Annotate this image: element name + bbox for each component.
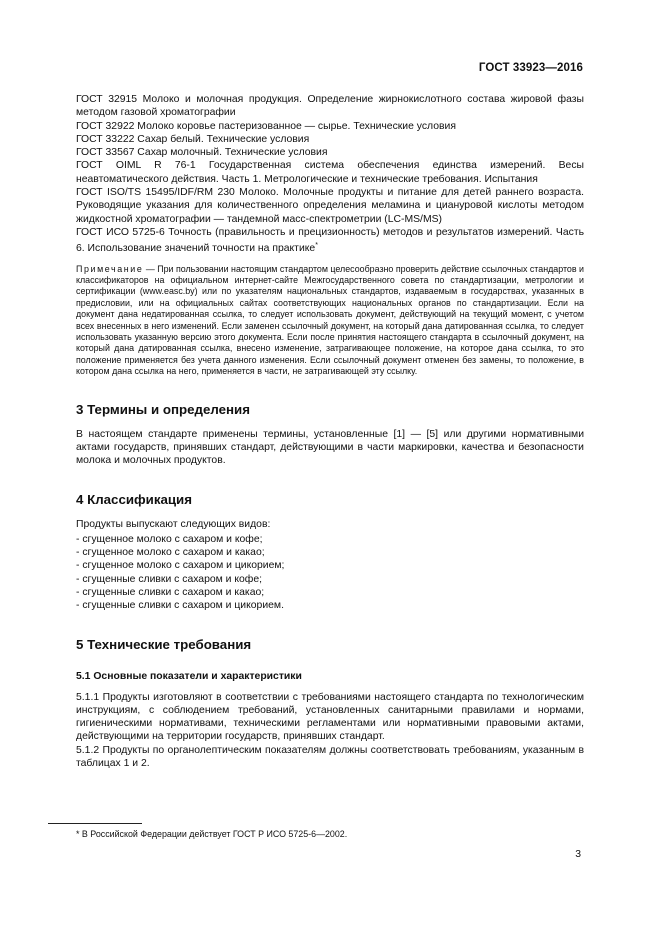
list-item: - сгущенное молоко с сахаром и цикорием;	[76, 560, 285, 572]
section-4-title: 4 Классификация	[76, 491, 192, 507]
list-item: - сгущенные сливки с сахаром и кофе;	[76, 573, 263, 585]
reference-item	[76, 93, 584, 120]
reference-text: ГОСТ 33222 Сахар белый. Технические условия	[76, 133, 310, 145]
list-item: - сгущенные сливки с сахаром и цикорием.	[76, 600, 284, 612]
reference-list	[76, 93, 584, 256]
section-5-1-title: 5.1 Основные показатели и характеристики	[76, 670, 302, 682]
section-4-intro: Продукты выпускают следующих видов:	[76, 518, 271, 530]
reference-text: ГОСТ ISO/TS 15495/IDF/RM 230 Молоко. Молочные продукты и питание для детей раннего возраста. Руководящие указания для количественного определения меламина и циануровой кислоты методом жидкостной хроматографии — тандемной масс-спектрометрии (LC-MS/MS)	[76, 187, 584, 225]
list-item: - сгущенное молоко с сахаром и кофе;	[76, 533, 263, 545]
footnote-marker: *	[315, 242, 318, 250]
list-item: - сгущенное молоко с сахаром и какао;	[76, 547, 265, 559]
list-item: - сгущенные сливки с сахаром и какао;	[76, 587, 265, 598]
reference-text: ГОСТ OIML R 76-1 Государственная система обеспечения единства измерений. Весы неавтоматического действия. Часть 1. Метрологические и технические требования. Испытания	[76, 160, 584, 185]
reference-text: ГОСТ 32922 Молоко коровье пастеризованное — сырье. Технические условия	[76, 120, 456, 132]
reference-item	[76, 226, 584, 256]
note-label: Примечание	[76, 263, 144, 274]
paragraph-5-1-1: 5.1.1 Продукты изготовляют в соответствии с требованиями настоящего стандарта по технологическим инструкциям, с соблюдением требований, установленных санитарными правилами и нормами, гигиеническими нормативами, техническими регламентами или нормативными правовыми актами, действующими на территории государств, принявших стандарт.	[76, 691, 584, 743]
document-code: ГОСТ 33923—2016	[478, 62, 583, 74]
section-3-text: В настоящем стандарте применены термины, установленные [1] — [5] или другими нормативными актами государств, принявших стандарт, действующими в части маркировки, качества и безопасности молока и молочных продуктов.	[76, 428, 584, 467]
page-number: 3	[575, 849, 581, 860]
reference-item	[76, 120, 584, 133]
footnote-divider	[48, 823, 142, 824]
note-paragraph	[76, 264, 584, 378]
reference-item	[76, 159, 584, 186]
reference-text: ГОСТ 32915 Молоко и молочная продукция. Определение жирнокислотного состава жировой фазы методом газовой хроматографии	[76, 94, 584, 119]
note-text: — При пользовании настоящим стандартом целесообразно проверить действие ссылочных стандартов и классификаторов на официальном интернет-сайте Межгосударственного совета по стандартизации, метрологии и сертификации (www.easc.by) или по указателям национальных стандартов, издаваемым в государствах, указанных в предисловии, или на официальных сайтах соответствующих национальных органов по стандартизации. Если на документ дана недатированная ссылка, то следует использовать документ, действующий на текущий момент, с учетом всех внесенных в него изменений. Если заменен ссылочный документ, на который дана датированная ссылка, то следует использовать указанную версию этого документа. Если после принятия настоящего стандарта в ссылочный документ, на который дана датированная ссылка, внесено изменение, затрагивающее положение, на которое дана ссылка, то это положение применяется без учета данного изменения. Если ссылочный документ отменен без замены, то положение, в котором дана ссылка на него, применяется в части, не затрагивающей эту ссылку.	[76, 263, 584, 377]
reference-item	[76, 146, 584, 159]
reference-text: ГОСТ ИСО 5725-6 Точность (правильность и прецизионность) методов и результатов измерений. Часть 6. Использование значений точности на практике	[76, 226, 584, 255]
reference-text: ГОСТ 33567 Сахар молочный. Технические условия	[76, 147, 328, 159]
paragraph-5-1-2: 5.1.2 Продукты по органолептическим показателям должны соответствовать требованиям, указанным в таблицах 1 и 2.	[76, 744, 584, 770]
footnote: * В Российской Федерации действует ГОСТ Р ИСО 5725-6—2002.	[76, 829, 348, 839]
section-5-title: 5 Технические требования	[76, 636, 252, 652]
product-kinds-list	[76, 533, 584, 613]
page-content	[76, 93, 584, 770]
reference-item	[76, 133, 584, 146]
reference-item	[76, 186, 584, 226]
section-3-title: 3 Термины и определения	[76, 401, 250, 417]
